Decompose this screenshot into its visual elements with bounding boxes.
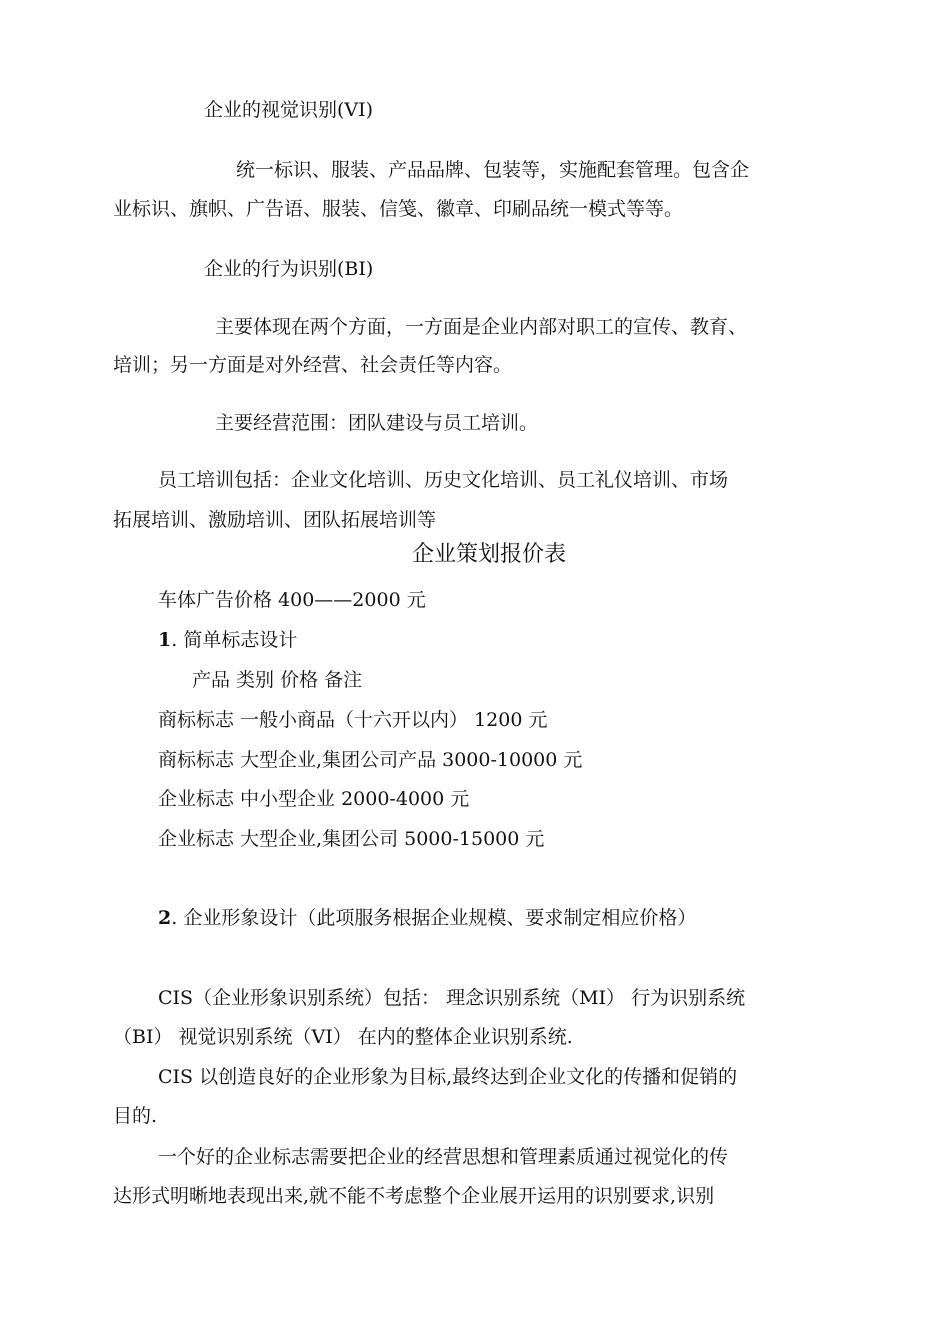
price-row: 企业标志 中小型企业 2000-4000 元 xyxy=(158,788,470,810)
item-2-label: . 企业形象设计（此项服务根据企业规模、要求制定相应价格） xyxy=(171,907,697,929)
price-row: 企业标志 大型企业,集团公司 5000-15000 元 xyxy=(158,828,545,850)
price-table-header: 产品 类别 价格 备注 xyxy=(192,669,363,691)
cis-paragraph-3-line-2: 达形式明晰地表现出来,就不能不考虑整个企业展开运用的识别要求,识别 xyxy=(113,1185,715,1207)
item-1-number: 1 xyxy=(158,629,172,651)
cis-paragraph-3-line-1: 一个好的企业标志需要把企业的经营思想和管理素质通过视觉化的传 xyxy=(158,1146,729,1168)
training-paragraph-line-1: 员工培训包括：企业文化培训、历史文化培训、员工礼仪培训、市场 xyxy=(158,469,729,491)
bi-paragraph-line-1: 主要体现在两个方面，一方面是企业内部对职工的宣传、教育、 xyxy=(215,316,748,338)
quote-title: 企业策划报价表 xyxy=(412,542,567,567)
item-1-heading xyxy=(158,628,297,652)
item-1-label: . 简单标志设计 xyxy=(171,629,298,651)
item-2-heading xyxy=(158,906,696,930)
item-2-number: 2 xyxy=(158,907,172,929)
cis-paragraph-1-line-1: CIS（企业形象识别系统）包括： 理念识别系统（MI） 行为识别系统 xyxy=(158,987,746,1009)
bi-paragraph-line-2: 培训；另一方面是对外经营、社会责任等内容。 xyxy=(113,354,513,376)
cis-paragraph-2-line-2: 目的. xyxy=(113,1105,158,1127)
bus-ad-price: 车体广告价格 400——2000 元 xyxy=(158,589,426,611)
vi-paragraph-line-1: 统一标识、服装、产品品牌、包装等，实施配套管理。包含企 xyxy=(236,159,750,181)
vi-paragraph-line-2: 业标识、旗帜、广告语、服装、信笺、徽章、印刷品统一模式等等。 xyxy=(113,198,684,220)
cis-paragraph-1-line-2: （BI） 视觉识别系统（VI） 在内的整体企业识别系统. xyxy=(113,1026,573,1048)
business-scope: 主要经营范围：团队建设与员工培训。 xyxy=(215,412,539,434)
vi-heading: 企业的视觉识别(VI) xyxy=(204,99,374,121)
bi-heading: 企业的行为识别(BI) xyxy=(204,258,374,280)
price-row: 商标标志 一般小商品（十六开以内） 1200 元 xyxy=(158,709,548,731)
price-row: 商标标志 大型企业,集团公司产品 3000-10000 元 xyxy=(158,749,583,771)
training-paragraph-line-2: 拓展培训、激励培训、团队拓展培训等 xyxy=(113,509,437,531)
cis-paragraph-2-line-1: CIS 以创造良好的企业形象为目标,最终达到企业文化的传播和促销的 xyxy=(158,1066,738,1088)
